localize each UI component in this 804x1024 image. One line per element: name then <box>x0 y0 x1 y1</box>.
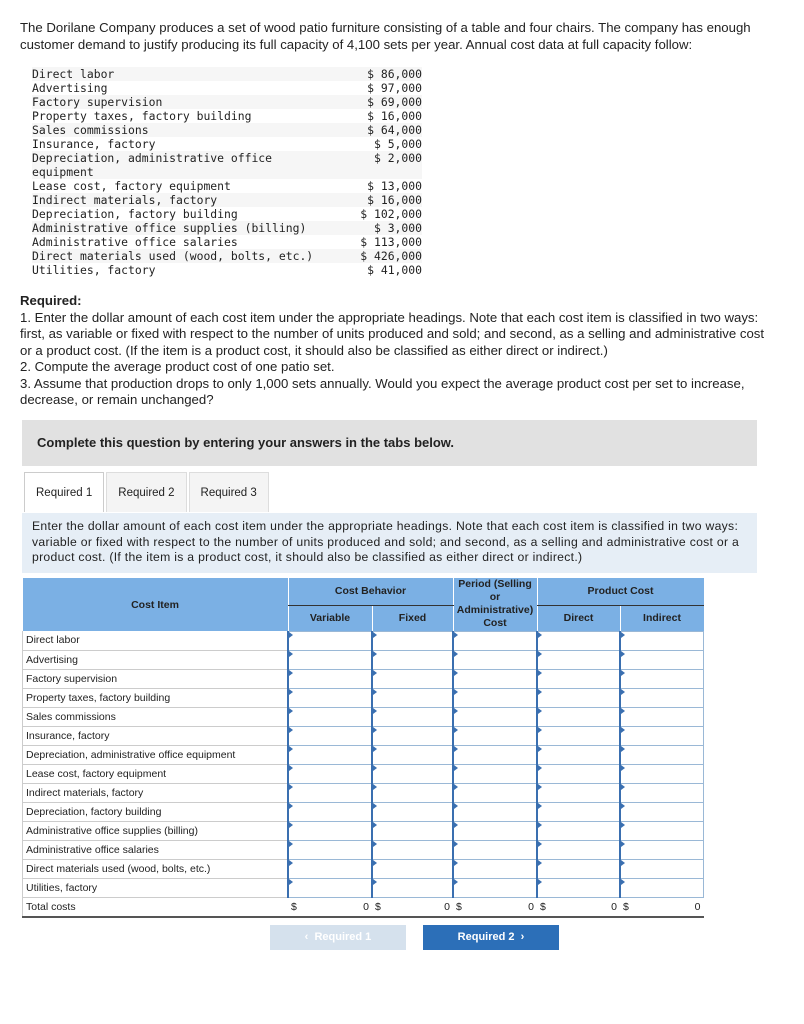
chevron-right-icon: › <box>514 931 525 943</box>
cost-data-row <box>32 193 422 207</box>
indirect-input[interactable] <box>620 764 704 783</box>
period-input[interactable] <box>453 859 537 878</box>
period-input[interactable] <box>453 707 537 726</box>
problem-intro: The Dorilane Company produces a set of wood patio furniture consisting of a table and four chairs. The company has enough customer demand to justify producing its full capacity of 4,100 sets per year. Annual cost data at full capacity follow: <box>20 20 751 52</box>
table-row <box>23 764 704 783</box>
variable-input[interactable] <box>288 631 372 650</box>
cost-name: Administrative office salaries <box>32 235 238 249</box>
fixed-input[interactable] <box>372 669 453 688</box>
required-item-3: 3. Assume that production drops to only 1,000 sets annually. Would you expect the average product cost per set to increase, decrease, or remain unchanged? <box>20 375 745 407</box>
cost-value: $ 16,000 <box>367 193 422 207</box>
variable-input[interactable] <box>288 688 372 707</box>
cost-item-label: Indirect materials, factory <box>23 783 289 802</box>
table-row <box>23 802 704 821</box>
direct-input[interactable] <box>537 878 620 897</box>
period-input[interactable] <box>453 631 537 650</box>
total-variable: $ 0 <box>288 897 372 917</box>
indirect-input[interactable] <box>620 878 704 897</box>
required-section <box>20 293 765 409</box>
cost-name: Administrative office supplies (billing) <box>32 221 307 235</box>
cost-value: $ 102,000 <box>360 207 422 221</box>
fixed-input[interactable] <box>372 802 453 821</box>
fixed-input[interactable] <box>372 707 453 726</box>
cost-name: Indirect materials, factory <box>32 193 218 207</box>
cost-item-label: Utilities, factory <box>23 878 289 897</box>
indirect-input[interactable] <box>620 669 704 688</box>
tab-required-2[interactable]: Required 2 <box>106 472 186 512</box>
total-label: Total costs <box>23 897 289 917</box>
table-row <box>23 859 704 878</box>
cost-item-label: Direct labor <box>23 631 289 650</box>
cost-value: $ 5,000 <box>373 137 422 151</box>
total-period: $ 0 <box>453 897 537 917</box>
cost-classification-table <box>22 578 704 918</box>
direct-input[interactable] <box>537 745 620 764</box>
required-item-1: 1. Enter the dollar amount of each cost item under the appropriate headings. Note that each cost item is classified in two ways: first, as variable or fixed with respect to the number of units produced and sold; and second, as a selling and administrative cost or a product cost. (If the item is a product cost, it should also be classified as either direct or indirect.) <box>20 309 765 358</box>
cost-data-row <box>32 263 422 277</box>
period-input[interactable] <box>453 764 537 783</box>
direct-input[interactable] <box>537 802 620 821</box>
cost-item-label: Property taxes, factory building <box>23 688 289 707</box>
cost-data-row <box>32 207 422 221</box>
indirect-input[interactable] <box>620 783 704 802</box>
header-fixed: Fixed <box>372 605 453 631</box>
tab-required-3[interactable]: Required 3 <box>189 472 269 512</box>
fixed-input[interactable] <box>372 631 453 650</box>
period-input[interactable] <box>453 650 537 669</box>
direct-input[interactable] <box>537 783 620 802</box>
required-heading: Required: <box>20 293 82 308</box>
variable-input[interactable] <box>288 764 372 783</box>
cost-item-label: Depreciation, factory building <box>23 802 289 821</box>
variable-input[interactable] <box>288 745 372 764</box>
cost-value: $ 86,000 <box>367 67 422 81</box>
cost-item-label: Depreciation, administrative office equipment <box>23 745 289 764</box>
indirect-input[interactable] <box>620 745 704 764</box>
fixed-input[interactable] <box>372 745 453 764</box>
direct-input[interactable] <box>537 764 620 783</box>
cost-data-row <box>32 109 422 123</box>
cost-value: $ 69,000 <box>367 95 422 109</box>
header-direct: Direct <box>537 605 620 631</box>
indirect-input[interactable] <box>620 802 704 821</box>
cost-data-row <box>32 81 422 95</box>
cost-value: $ 3,000 <box>373 221 422 235</box>
variable-input[interactable] <box>288 878 372 897</box>
indirect-input[interactable] <box>620 688 704 707</box>
total-direct: $ 0 <box>537 897 620 917</box>
tab-instruction: Enter the dollar amount of each cost item under the appropriate headings. Note that each cost item is classified in two ways: variable or fixed with respect to the number of units produced and sold; and second, as a selling and administrative cost or a product cost. (If the item is a product cost, it should also be classified as either direct or indirect.) <box>22 513 757 573</box>
cost-name: Property taxes, factory building <box>32 109 252 123</box>
next-required-2-button[interactable]: Required 2 › <box>423 925 559 950</box>
table-row <box>23 669 704 688</box>
table-row <box>23 688 704 707</box>
prev-required-1-button[interactable]: ‹ Required 1 <box>270 925 406 950</box>
table-row <box>23 726 704 745</box>
fixed-input[interactable] <box>372 650 453 669</box>
table-row <box>23 783 704 802</box>
cost-name: Utilities, factory <box>32 263 156 277</box>
header-indirect: Indirect <box>620 605 704 631</box>
period-input[interactable] <box>453 669 537 688</box>
cost-item-label: Direct materials used (wood, bolts, etc.) <box>23 859 289 878</box>
cost-name: Factory supervision <box>32 95 163 109</box>
header-cost-behavior: Cost Behavior <box>288 578 453 605</box>
fixed-input[interactable] <box>372 859 453 878</box>
cost-value: $ 41,000 <box>367 263 422 277</box>
cost-value: $ 2,000 <box>373 151 422 165</box>
cost-name: Direct materials used (wood, bolts, etc.) <box>32 249 314 263</box>
cost-data-list <box>32 67 422 277</box>
period-input[interactable] <box>453 840 537 859</box>
total-fixed: $ 0 <box>372 897 453 917</box>
direct-input[interactable] <box>537 631 620 650</box>
direct-input[interactable] <box>537 859 620 878</box>
period-input[interactable] <box>453 688 537 707</box>
variable-input[interactable] <box>288 707 372 726</box>
table-row <box>23 878 704 897</box>
cost-item-label: Administrative office salaries <box>23 840 289 859</box>
period-input[interactable] <box>453 783 537 802</box>
period-input[interactable] <box>453 878 537 897</box>
fixed-input[interactable] <box>372 878 453 897</box>
cost-value: $ 97,000 <box>367 81 422 95</box>
variable-input[interactable] <box>288 669 372 688</box>
direct-input[interactable] <box>537 840 620 859</box>
variable-input[interactable] <box>288 859 372 878</box>
direct-input[interactable] <box>537 688 620 707</box>
cost-name: Depreciation, administrative office equipment <box>32 151 273 179</box>
cost-name: Insurance, factory <box>32 137 156 151</box>
indirect-input[interactable] <box>620 631 704 650</box>
fixed-input[interactable] <box>372 783 453 802</box>
cost-name: Direct labor <box>32 67 115 81</box>
period-input[interactable] <box>453 821 537 840</box>
direct-input[interactable] <box>537 707 620 726</box>
indirect-input[interactable] <box>620 821 704 840</box>
cost-value: $ 16,000 <box>367 109 422 123</box>
cost-name: Depreciation, factory building <box>32 207 238 221</box>
cost-data-row <box>32 123 422 137</box>
cost-value: $ 64,000 <box>367 123 422 137</box>
direct-input[interactable] <box>537 821 620 840</box>
fixed-input[interactable] <box>372 764 453 783</box>
indirect-input[interactable] <box>620 840 704 859</box>
indirect-input[interactable] <box>620 859 704 878</box>
cost-value: $ 426,000 <box>360 249 422 263</box>
table-row <box>23 650 704 669</box>
cost-name: Sales commissions <box>32 123 149 137</box>
cost-name: Advertising <box>32 81 108 95</box>
cost-data-row <box>32 249 422 263</box>
indirect-input[interactable] <box>620 707 704 726</box>
variable-input[interactable] <box>288 726 372 745</box>
fixed-input[interactable] <box>372 840 453 859</box>
header-cost-item: Cost Item <box>23 578 289 631</box>
variable-input[interactable] <box>288 650 372 669</box>
cost-item-label: Insurance, factory <box>23 726 289 745</box>
table-row <box>23 840 704 859</box>
header-period-cost: Period (Selling or Administrative) Cost <box>453 578 537 631</box>
cost-data-row <box>32 151 422 179</box>
variable-input[interactable] <box>288 821 372 840</box>
direct-input[interactable] <box>537 669 620 688</box>
direct-input[interactable] <box>537 650 620 669</box>
fixed-input[interactable] <box>372 726 453 745</box>
period-input[interactable] <box>453 802 537 821</box>
cost-value: $ 13,000 <box>367 179 422 193</box>
table-row <box>23 821 704 840</box>
cost-item-label: Administrative office supplies (billing) <box>23 821 289 840</box>
total-row <box>23 897 704 917</box>
variable-input[interactable] <box>288 840 372 859</box>
direct-input[interactable] <box>537 726 620 745</box>
table-row <box>23 745 704 764</box>
total-indirect: $ 0 <box>620 897 704 917</box>
cost-data-row <box>32 137 422 151</box>
fixed-input[interactable] <box>372 688 453 707</box>
cost-data-row <box>32 179 422 193</box>
cost-value: $ 113,000 <box>360 235 422 249</box>
cost-data-row <box>32 235 422 249</box>
indirect-input[interactable] <box>620 726 704 745</box>
indirect-input[interactable] <box>620 650 704 669</box>
cost-data-row <box>32 95 422 109</box>
cost-data-row <box>32 221 422 235</box>
table-row <box>23 631 704 650</box>
cost-item-label: Factory supervision <box>23 669 289 688</box>
cost-item-label: Sales commissions <box>23 707 289 726</box>
period-input[interactable] <box>453 726 537 745</box>
chevron-left-icon: ‹ <box>304 931 315 943</box>
tab-required-1[interactable]: Required 1 <box>24 472 104 512</box>
instructions-banner: Complete this question by entering your answers in the tabs below. <box>22 420 757 466</box>
variable-input[interactable] <box>288 783 372 802</box>
cost-name: Lease cost, factory equipment <box>32 179 231 193</box>
header-variable: Variable <box>288 605 372 631</box>
period-input[interactable] <box>453 745 537 764</box>
header-product-cost: Product Cost <box>537 578 704 605</box>
cost-item-label: Lease cost, factory equipment <box>23 764 289 783</box>
required-item-2: 2. Compute the average product cost of one patio set. <box>20 359 335 374</box>
cost-item-label: Advertising <box>23 650 289 669</box>
cost-data-row <box>32 67 422 81</box>
tab-bar <box>24 472 271 512</box>
variable-input[interactable] <box>288 802 372 821</box>
table-row <box>23 707 704 726</box>
fixed-input[interactable] <box>372 821 453 840</box>
